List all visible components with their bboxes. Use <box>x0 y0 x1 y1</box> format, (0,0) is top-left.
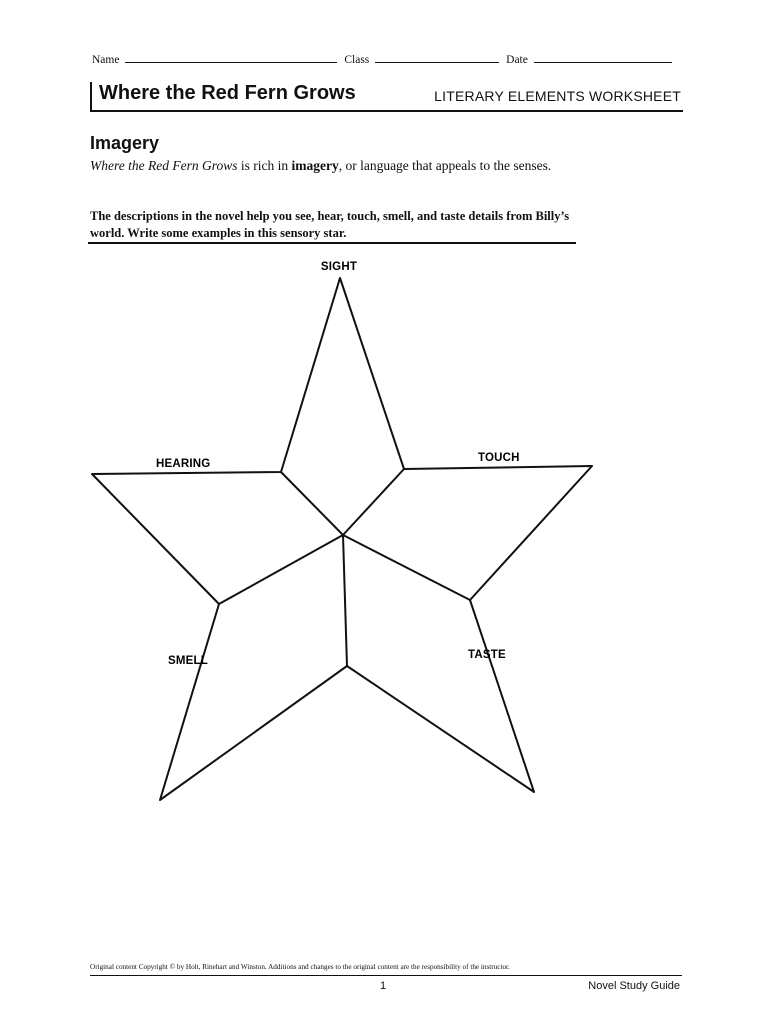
date-label: Date <box>506 54 528 66</box>
footer-guide-name: Novel Study Guide <box>588 980 680 992</box>
name-blank[interactable] <box>125 52 337 63</box>
name-label: Name <box>92 54 120 66</box>
class-blank[interactable] <box>375 52 499 63</box>
intro-keyword: imagery <box>291 158 339 173</box>
label-touch: TOUCH <box>478 452 520 464</box>
sensory-star <box>85 255 605 805</box>
label-taste: TASTE <box>468 649 506 661</box>
label-hearing: HEARING <box>156 458 211 470</box>
class-label: Class <box>344 54 370 66</box>
copyright-notice: Original content Copyright © by Holt, Rinehart and Winston. Additions and changes to the original content are the responsibility of the instructor. <box>90 963 510 971</box>
divider-touch-taste <box>343 535 470 600</box>
worksheet-title: Where the Red Fern Grows <box>99 82 356 104</box>
divider-sight-right <box>343 469 404 535</box>
star-outline <box>92 278 592 800</box>
title-bar <box>90 82 683 112</box>
intro-text-2: , or language that appeals to the senses. <box>338 158 552 173</box>
label-sight: SIGHT <box>320 261 358 273</box>
header-fields <box>92 52 682 68</box>
intro-book-title: Where the Red Fern Grows <box>90 158 238 173</box>
section-heading: Imagery <box>90 133 160 153</box>
instructions: The descriptions in the novel help you see, hear, touch, smell, and taste details from Billy’s world. Write some examples in this sensory star. <box>90 209 570 240</box>
divider-sight-left <box>281 472 343 535</box>
date-blank[interactable] <box>534 52 672 63</box>
label-smell: SMELL <box>168 655 208 667</box>
divider-hearing-smell <box>219 535 343 604</box>
intro-text-1: is rich in <box>237 158 292 173</box>
page-number: 1 <box>380 980 387 992</box>
intro-paragraph <box>90 157 570 175</box>
star-shape <box>92 278 592 800</box>
footer-rule <box>90 975 682 976</box>
worksheet-subtitle: LITERARY ELEMENTS WORKSHEET <box>434 88 681 104</box>
divider-smell-taste <box>343 535 347 666</box>
instructions-rule <box>88 242 576 244</box>
